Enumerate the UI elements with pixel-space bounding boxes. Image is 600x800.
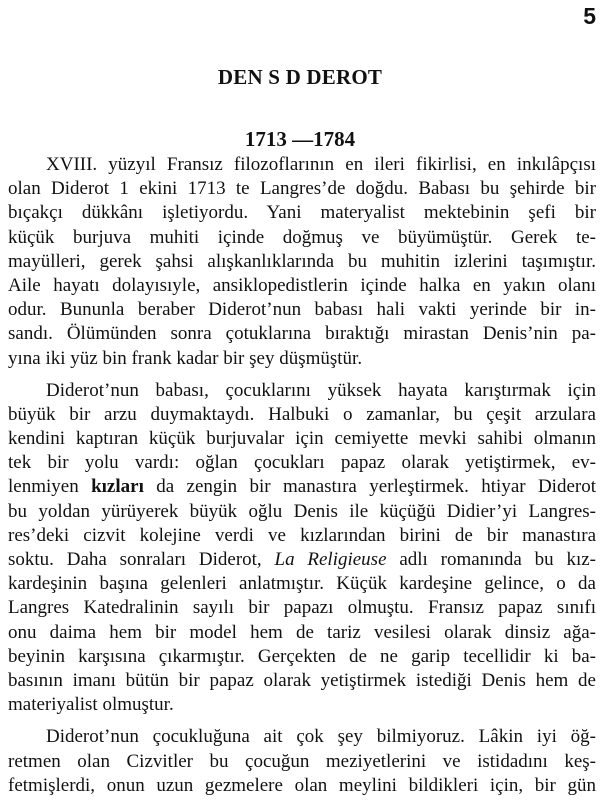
- text-line: retmen olan Cizvitler bu çocuğun meziyetlerini ve istidadını keş-: [8, 750, 596, 772]
- book-title: La Religieuse: [274, 549, 387, 570]
- text-line: materiyalist olmuştur.: [8, 694, 174, 716]
- text-line: fetmişlerdi, onun uzun gezmelere olan meylini bildikleri için, bir gün: [8, 774, 596, 796]
- text-line: res’deki cizvit kolejine verdi ve kızlarından birini de bir manastıra: [8, 524, 596, 546]
- text-line: basının imanı bütün bir papaz olarak yetiştirmek istediği Denis hem de: [8, 669, 596, 691]
- text-line: Langres Katedralinin sayılı bir papazı olmuştu. Fransız papaz sınıfı: [8, 597, 596, 619]
- bold-word: kızları: [91, 476, 144, 498]
- text-fragment: da zengin bir manastıra yerleştirmek. htiyar Diderot: [143, 476, 596, 498]
- text-fragment: adlı romanında bu kız-: [386, 549, 596, 570]
- text-line: küçük burjuva muhiti içinde doğmuş ve büyümüştür. Gerek te-: [8, 226, 596, 248]
- paragraph-2: [8, 379, 596, 718]
- text-fragment: soktu. Daha sonraları Diderot,: [8, 549, 275, 570]
- text-line: büyük bir arzu duymaktaydı. Halbuki o zamanlar, bu çeşit arzulara: [8, 403, 596, 425]
- text-line: yına iki yüz bin frank kadar bir şey düşmüştür.: [8, 347, 363, 369]
- paragraph-gap: [8, 717, 596, 725]
- paragraph-gap: [8, 371, 596, 379]
- paragraph-1: [8, 153, 596, 371]
- text-line: [8, 548, 596, 572]
- text-line: kendini kaptıran küçük burjuvalar için cemiyette mevki sahibi olmanın: [8, 428, 596, 450]
- chapter-dates: 1713 —1784: [244, 127, 356, 151]
- text-fragment: lenmiyen: [8, 476, 92, 498]
- text-line: Aile hayatı dolayısıyle, ansiklopedistlerin içinde halka en yakın olanı: [8, 274, 596, 296]
- text-line: tek bir yolu vardı: oğlan çocukları papaz olarak yetiştirmek, ev-: [8, 452, 596, 474]
- text-line: bıçakçı dükkânı işletiyordu. Yani materyalist mektebinin şefi bir: [8, 202, 596, 224]
- text-line: onu daima hem bir model hem de tariz vesilesi olarak dinsiz ağa-: [8, 621, 596, 643]
- text-line: sandı. Ölümünden sonra çotuklarına bıraktığı mirastan Denis’nin pa-: [8, 323, 596, 345]
- text-line: kardeşinin başına gelenleri anlatmıştır. Küçük kardeşine gelince, o da: [8, 573, 596, 595]
- text-line: [8, 475, 596, 499]
- text-line: olan Diderot 1 ekini 1713 te Langres’de doğdu. Babası bu şehirde bir: [8, 178, 596, 200]
- chapter-title: DEN S D DEROT: [217, 65, 383, 89]
- body-text: [8, 153, 596, 798]
- text-line: odur. Bununla beraber Diderot’nun babası hali vakti yerinde bir in-: [8, 299, 596, 321]
- paragraph-3: [8, 725, 596, 798]
- page-number: 5: [583, 3, 596, 29]
- text-line: Diderot’nun babası, çocuklarını yüksek hayata karıştırmak için: [46, 379, 596, 401]
- text-line: XVIII. yüzyıl Fransız filozoflarının en ileri fikirlisi, en inkılâpçısı: [46, 154, 596, 175]
- text-line: Diderot’nun çocukluğuna ait çok şey bilmiyoruz. Lâkin iyi öğ-: [46, 726, 596, 748]
- text-line: bu yoldan yürüyerek büyük oğlu Denis ile küçüğü Didier’yi Langres-: [8, 500, 596, 522]
- text-line: beyinin karşısına çıkarmıştır. Gerçekten de ne garip tecellidir ki ba-: [8, 645, 596, 667]
- text-line: mayülleri, gerek şahsi alışkanlıklarında bu muhitin izlerini taşımıştır.: [8, 250, 596, 272]
